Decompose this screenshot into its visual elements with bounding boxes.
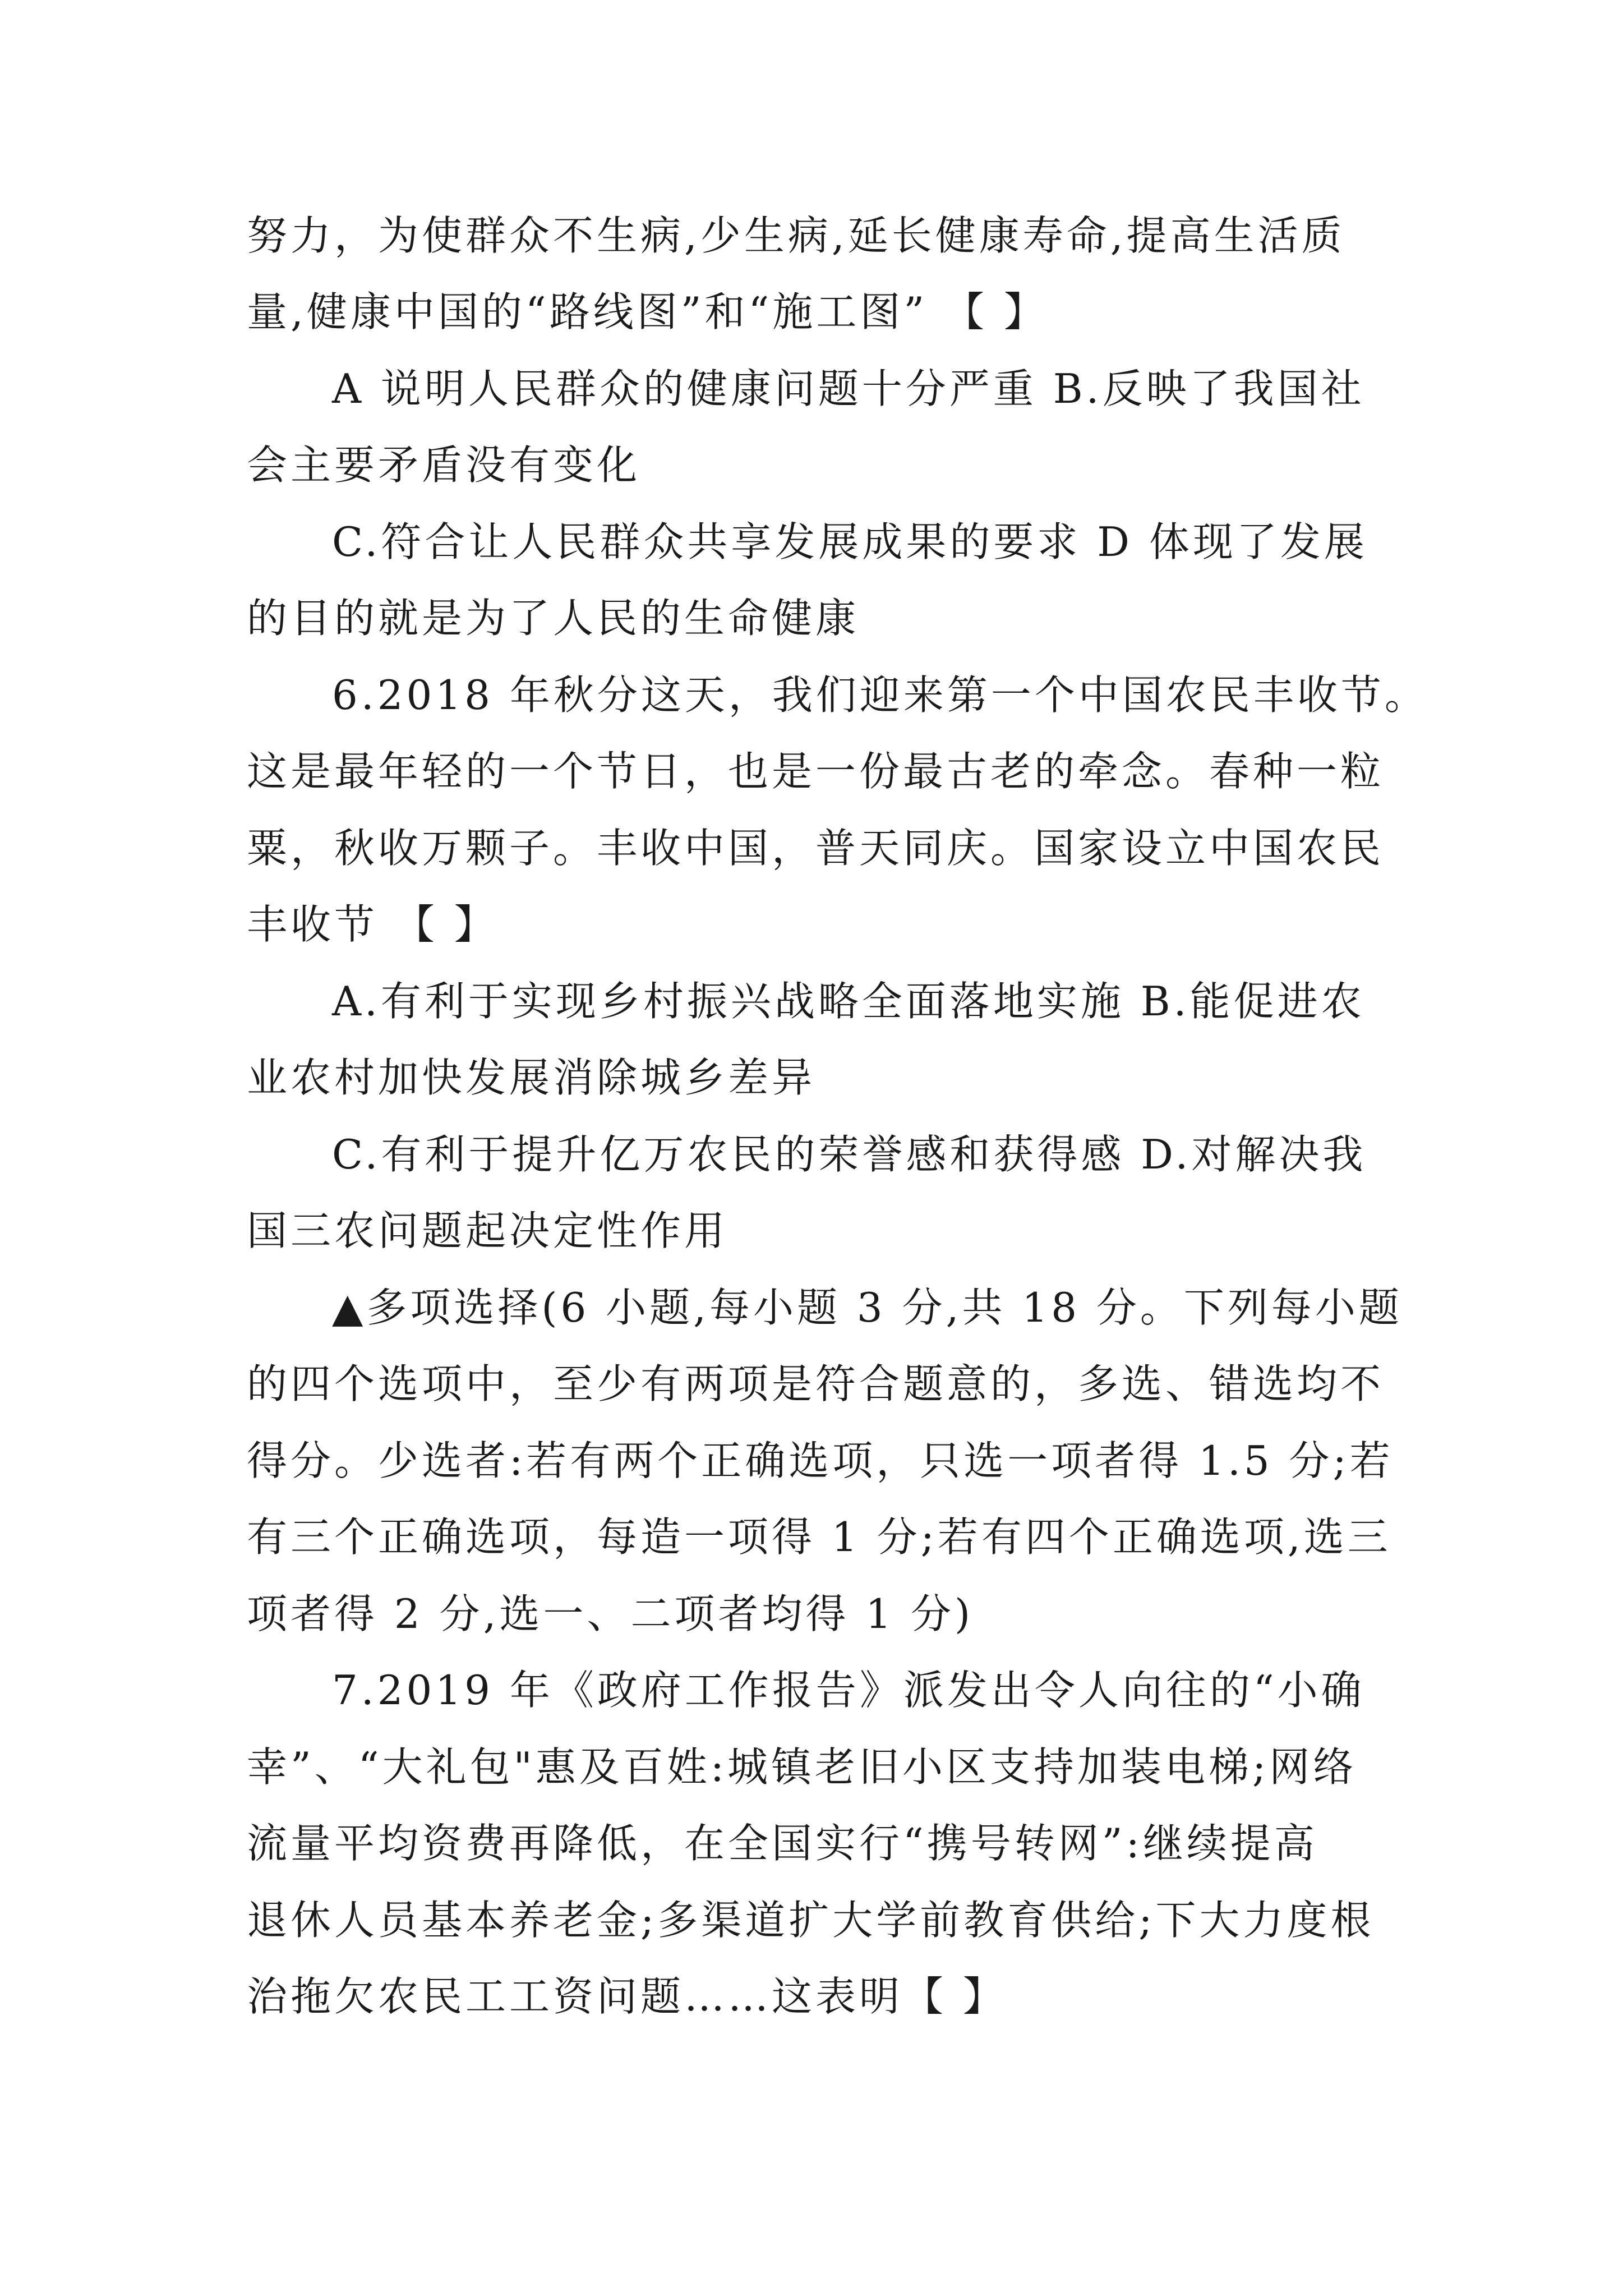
text-line: 幸”、“大礼包"惠及百姓:城镇老旧小区支持加装电梯;网络 bbox=[247, 1743, 1357, 1791]
text-line: 这是最年轻的一个节日，也是一份最古老的牵念。春种一粒 bbox=[247, 748, 1385, 795]
text-line: 有三个正确选项，每造一项得 1 分;若有四个正确选项,选三 bbox=[247, 1513, 1391, 1561]
text-line: 丰收节 【 】 bbox=[247, 901, 498, 948]
text-line: 国三农问题起决定性作用 bbox=[247, 1207, 728, 1254]
text-line: 流量平均资费再降低，在全国实行“携号转网”:继续提高 bbox=[247, 1820, 1318, 1867]
option-line: C.符合让人民群众共享发展成果的要求 D 体现了发展 bbox=[332, 518, 1368, 565]
option-line: C.有利于提升亿万农民的荣誉感和获得感 D.对解决我 bbox=[332, 1131, 1367, 1178]
section-heading: ▲多项选择(6 小题,每小题 3 分,共 18 分。下列每小题 bbox=[332, 1284, 1403, 1331]
text-line: 粟，秋收万颗子。丰收中国，普天同庆。国家设立中国农民 bbox=[247, 825, 1385, 872]
text-line: 项者得 2 分,选一、二项者均得 1 分) bbox=[247, 1590, 974, 1637]
question-6: 6.2018 年秋分这天，我们迎来第一个中国农民丰收节。 bbox=[332, 671, 1428, 719]
text-line: 业农村加快发展消除城乡差异 bbox=[247, 1054, 816, 1101]
text-line: 得分。少选者:若有两个正确选项，只选一项者得 1.5 分;若 bbox=[247, 1437, 1394, 1484]
text-line: 会主要矛盾没有变化 bbox=[247, 441, 641, 489]
text-line: 的四个选项中，至少有两项是符合题意的，多选、错选均不 bbox=[247, 1360, 1385, 1407]
text-line: 治拖欠农民工工资问题……这表明【 】 bbox=[247, 1973, 1007, 2020]
text-line: 退休人员基本养老金;多渠道扩大学前教育供给;下大力度根 bbox=[247, 1897, 1375, 1944]
text-line: 量,健康中国的“路线图”和“施工图” 【 】 bbox=[247, 288, 1048, 335]
option-line: A.有利于实现乡村振兴战略全面落地实施 B.能促进农 bbox=[332, 978, 1365, 1025]
text-line: 努力，为使群众不生病,少生病,延长健康寿命,提高生活质 bbox=[247, 212, 1345, 259]
text-line: 的目的就是为了人民的生命健康 bbox=[247, 595, 860, 642]
question-7: 7.2019 年《政府工作报告》派发出令人向往的“小确 bbox=[332, 1667, 1365, 1714]
option-line: A 说明人民群众的健康问题十分严重 B.反映了我国社 bbox=[332, 365, 1365, 412]
